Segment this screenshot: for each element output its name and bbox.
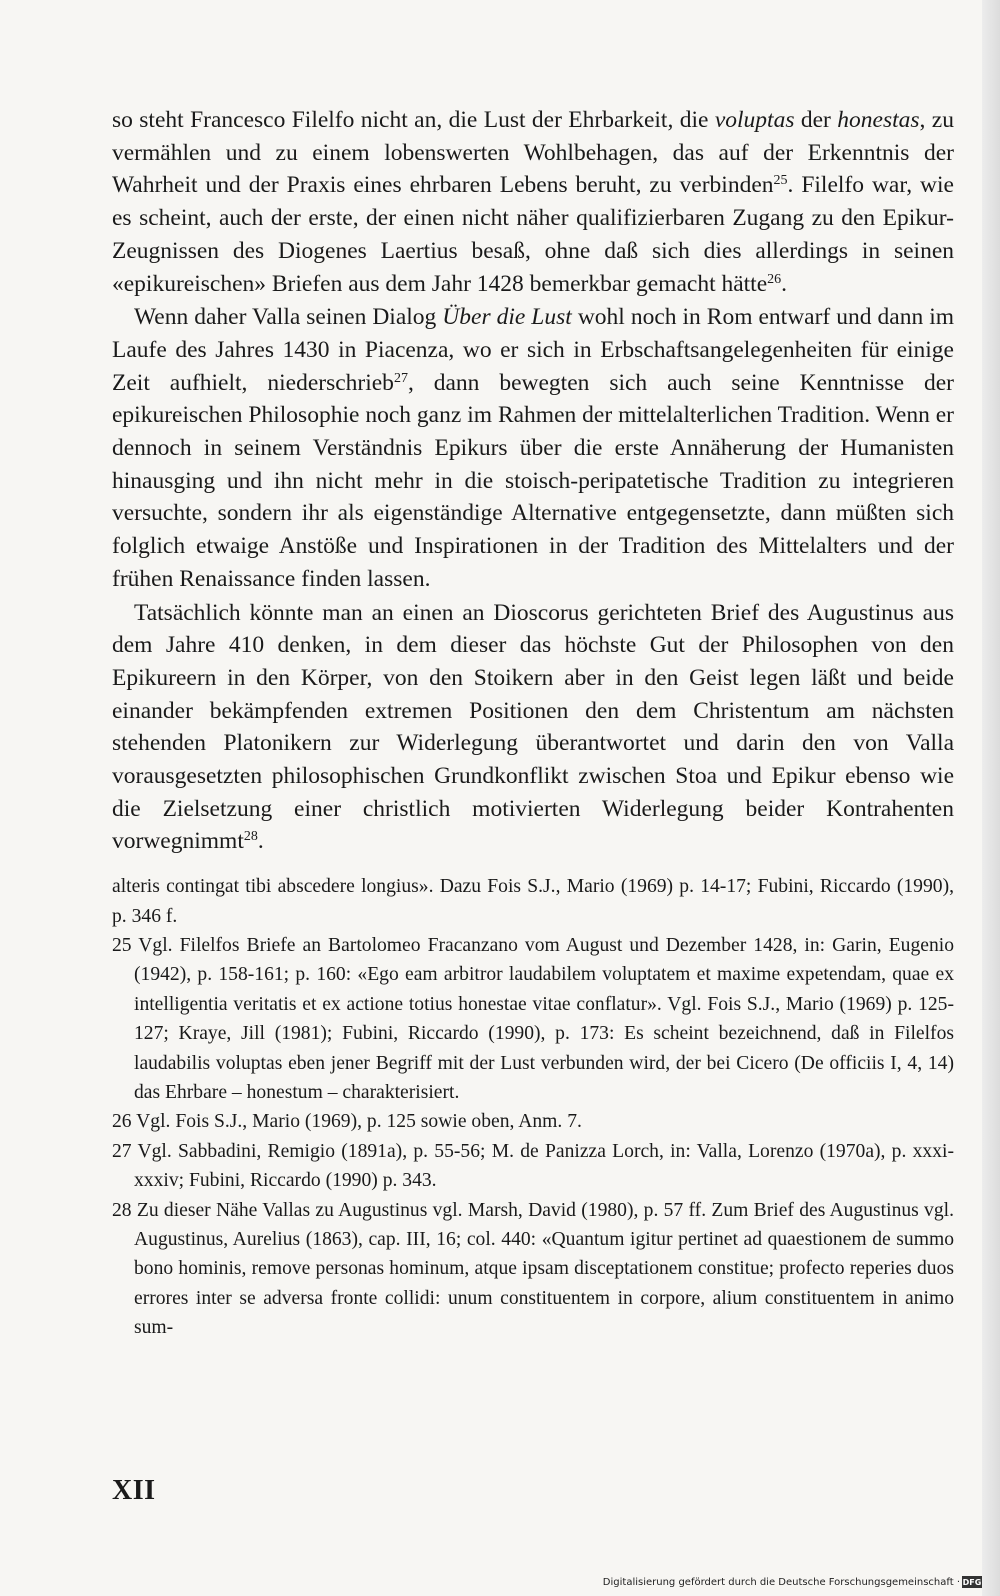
footnote-25: 25 Vgl. Filelfos Briefe an Bartolomeo Fracanzano vom August und Dezember 1428, in: Garin, Eugenio (1942), p. 158-161; p. 160: «Ego eam arbitror laudabilem voluptatem et maxime expetendam, quae ex intelligentia veritatis et ex actione totius honestae vitae conflatur». Vgl. Fois S.J., Mario (1969) p. 125-127; Kraye, Jill (1981); Fubini, Riccardo (1990), p. 173: Es scheint bezeichnend, daß in Filelfos laudabilis voluptas eben jener Begriff mit der Lust verbunden wird, der bei Cicero (De officiis I, 4, 14) das Ehrbare – honestum – charakterisiert. [112,934,954,1104]
text-run: , dann bewegten sich auch seine Kenntnisse der epikureischen Philosophie noch ganz im Rahmen der mittelalterlichen Tradition. Wenn er dennoch in seinem Verständnis Epikurs über die erste Annäherung der Humanisten hinausging und ihn nicht mehr in die stoisch-peripatetische Tradition zu integrieren versuchte, sondern ihr als eigenständige Alternative entgegensetzte, dann müßten sich folglich etwaige Anstöße und Inspirationen in der Tradition des Mittelalters und der frühen Renaissance finden lassen. [112,369,954,592]
italic-term: Über die Lust [442,304,572,331]
footnote-ref: 28 [243,829,258,845]
footnote-28: 28 Zu dieser Nähe Vallas zu Augustinus vgl. Marsh, David (1980), p. 57 ff. Zum Brief des Augustinus vgl. Augustinus, Aurelius (1863), cap. III, 16; col. 440: «Quantum igitur pertinet ad quaestionem de summo bono hominis, remove personas hominum, atque ipsam disceptationem constitue; profecto reperies duos errores inter se adversa fronte collidi: unum constituentem in corpore, alium constituentem in animo sum- [112,1199,954,1339]
paragraph-2 [112,301,954,595]
footnote-ref: 26 [767,271,782,287]
text-run: . Filelfo war, wie es scheint, auch der erste, der einen nicht näher qualifizierbaren Zugang zu den Epikur-Zeugnissen des Diogenes Laertius besaß, ohne daß sich dies allerdings in seinen «epikureischen» Briefen aus dem Jahr 1428 bemerkbar gemacht hätte [112,172,954,297]
text-run: so steht Francesco Filelfo nicht an, die Lust der Ehrbarkeit, die [112,107,715,133]
footnote-ref: 25 [773,173,788,189]
text-run: . [781,270,788,297]
footnote-26: 26 Vgl. Fois S.J., Mario (1969), p. 125 sowie oben, Anm. 7. [112,1111,582,1133]
footnote-27: 27 Vgl. Sabbadini, Remigio (1891a), p. 55-56; M. de Panizza Lorch, in: Valla, Lorenzo (1970a), p. xxxi-xxxiv; Fubini, Riccardo (1990) p. 343. [112,1140,954,1192]
paragraph-3 [112,597,954,859]
footnote-ref: 27 [393,370,408,386]
main-text-block [112,104,954,1343]
body-paragraphs [112,104,954,858]
page-number: XII [112,1475,156,1506]
text-run: . [257,828,264,855]
italic-term: honestas [837,107,920,133]
digitization-credit: Digitalisierung gefördert durch die Deutsche Forschungsgemeinschaft · [602,1577,960,1588]
italic-term: voluptas [714,107,795,133]
footnote-continuation: alteris contingat tibi abscedere longius». Dazu Fois S.J., Mario (1969) p. 14-17; Fubini, Riccardo (1990), p. 346 f. [112,876,954,927]
paragraph-1 [112,104,954,300]
text-run: der [794,107,838,133]
text-run: wohl noch in Rom entwarf und dann im Laufe des Jahres 1430 in Piacenza, wo er sich in Erbschaftsangelegenheiten für einige Zeit aufhielt, niederschrieb [112,304,955,396]
text-run: Wenn daher Valla seinen Dialog [134,304,443,331]
page-edge [982,0,1000,1596]
text-run: , zu vermählen und zu einem lobenswerten Wohlbehagen, das auf der Erkenntnis der Wahrheit und der Praxis eines ehrbaren Lebens beruht, zu verbinden [112,107,954,199]
dfg-logo: DFG [962,1577,982,1587]
footnotes [112,872,954,1343]
text-run: Tatsächlich könnte man an einen an Dioscorus gerichteten Brief des Augustinus aus dem Jahre 410 denken, in dem dieser das höchste Gut der Philosophen von den Epikureern in den Körper, von den Stoikern aber in den Geist legen läßt und beide einander bekämpfenden extremen Positionen den dem Christentum am nächsten stehenden Platonikern zur Widerlegung überantwortet und darin den von Valla vorausgesetzten philosophischen Grundkonflikt zwischen Stoa und Epikur ebenso wie die Zielsetzung einer christlich motivierten Widerlegung beider Kontrahenten vorwegnimmt [112,599,954,855]
